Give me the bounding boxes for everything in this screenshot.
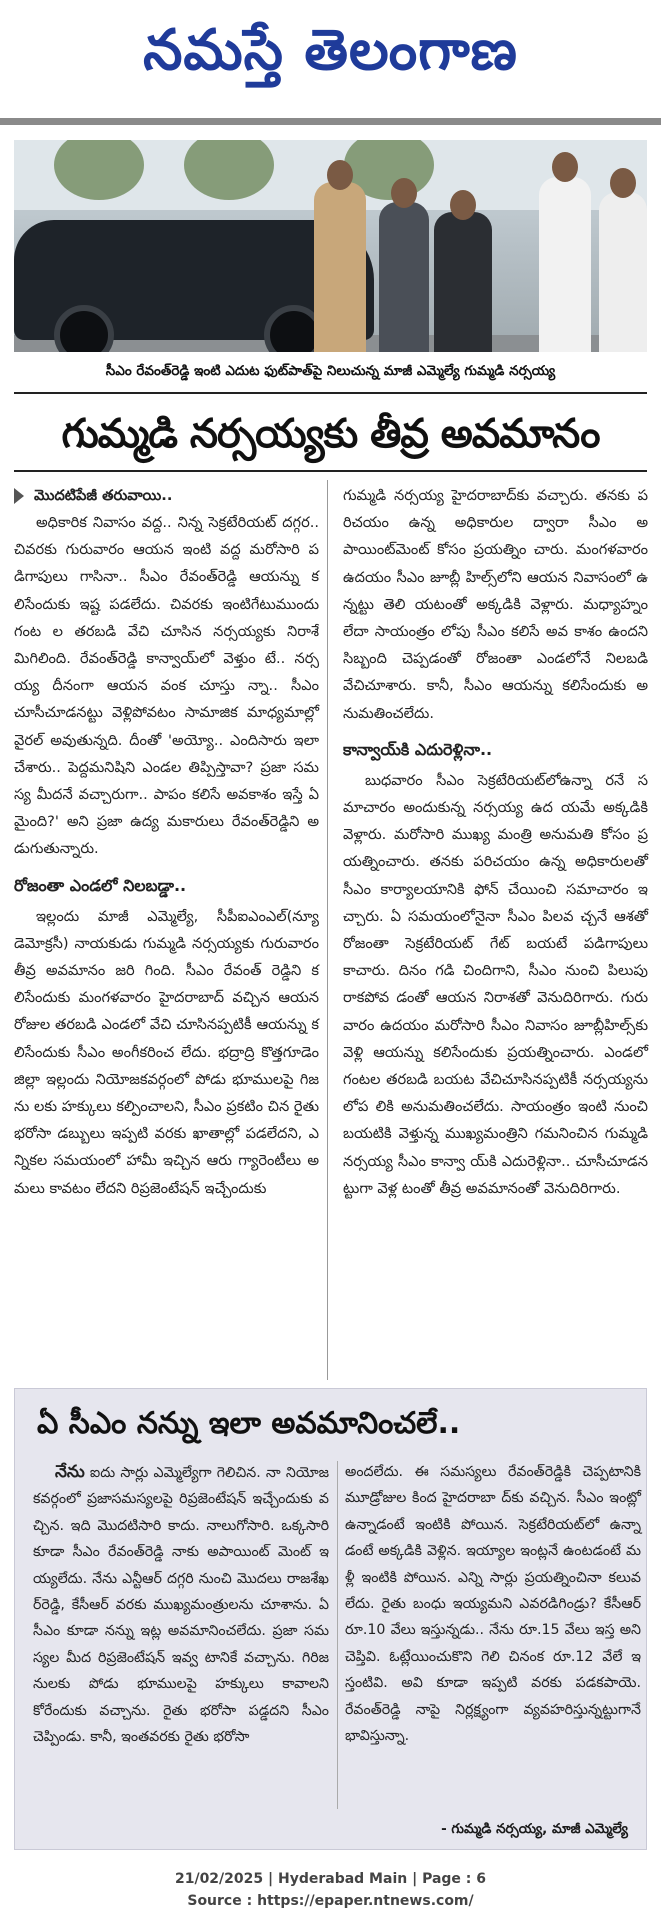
photo-caption: సీఎం రేవంత్‌రెడ్డి ఇంటి ఎదుట ఫుట్‌పాత్‌పై నిలుచున్న మాజీ ఎమ్మెల్యే గుమ్మడి నర్సయ్య [105, 363, 556, 379]
article-column-left [14, 482, 319, 1202]
photo-person [379, 202, 429, 352]
quote-box-title: ఏ సీఎం నన్ను ఇలా అవమానించలే.. [37, 1406, 461, 1441]
article-column-right [343, 482, 648, 1202]
kicker-label: మొదటిపేజీ తరువాయి.. [34, 487, 173, 504]
masthead [0, 0, 661, 110]
quote-column-right [345, 1459, 641, 1749]
page-meta: 21/02/2025 | Hyderabad Main | Page : 6 [174, 1871, 487, 1887]
section-subhead: కాన్వాయ్‌కి ఎదురెళ్లినా.. [343, 739, 493, 759]
quote-text: ఐదు సార్లు ఎమ్మెల్యేగా గెలిచిన. నా నియోజకవర్గంలో ప్రజాసమస్యలపై రిప్రజెంటేషన్ ఇచ్చేందుకు వచ్చిన. ఇది మొదటిసారి కాదు. నాలుగోసారి. ఒక్కసారి కూడా సీఎం రేవంత్‌రెడ్డి నాకు అపాయింట్ మెంట్ ఇయ్యలేదు. నేను ఎన్టీఆర్ దగ్గరి నుంచి మొదలు రాజశేఖర్‌రెడ్డి, కేసీఆర్ వరకు ముఖ్యమంత్రులను చూశాను. ఏ సీఎం కూడా నన్ను ఇట్ల అవమానించలేదు. ప్రజా సమస్యల మీద రిప్రజెంటేషన్ ఇవ్వ టానికే వచ్చాను. గిరిజనులకు పోడు భూములపై హక్కులు కావాలని కోరేందుకు వచ్చాను. రైతు భరోసా పడ్డదని సీఎం చెప్పిండు. కానీ, ఇంతవరకు రైతు భరోసా [33, 1465, 329, 1746]
headline-rule [14, 470, 647, 472]
source-line: Source : https://epaper.ntnews.com/ [187, 1893, 474, 1909]
photo-person-head [391, 178, 417, 208]
quote-column-divider [337, 1461, 338, 1809]
photo-person-head [552, 152, 578, 182]
quote-box [14, 1388, 647, 1850]
news-photo [14, 140, 647, 352]
photo-policeman [314, 182, 366, 352]
quote-paragraph [33, 1459, 329, 1750]
newspaper-title: నమస్తే తెలంగాణ [143, 17, 518, 83]
continuation-kicker [14, 482, 319, 509]
caption-rule [14, 392, 647, 394]
photo-person-white [599, 192, 647, 352]
headline: గుమ్మడి నర్సయ్యకు తీవ్ర అవమానం [61, 411, 600, 457]
quote-lead-word: నేను [55, 1462, 85, 1482]
photo-person-head [450, 190, 476, 220]
article-paragraph: అధికారిక నివాసం వద్ద.. నిన్న సెక్రటేరియట్ దగ్గర.. చివరకు గురువారం ఆయన ఇంటి వద్ద మరోసారి పడిగాపులు గాసినా.. సీఎం రేవంత్‌రెడ్డి ఆయన్ను కలిసేందుకు ఇష్ట పడలేదు. చివరకు ఇంటిగేటుముందు గంట ల తరబడి వేచి చూసిన నర్సయ్యకు నిరాశే మిగిలింది. రేవంత్‌రెడ్డి కాన్వాయ్‌లో వెళ్తుం టే.. నర్సయ్య దీనంగా ఆయన వంక చూస్తు న్నా.. సీఎం చూసీచూడనట్టు వెళ్లిపోవటం సామాజిక మాధ్యమాల్లో వైరల్ అవుతున్నది. దీంతో 'అయ్యో.. ఎందిసారు ఇలా చేశారు.. పెద్దమనిషిని ఎండల తిప్పిస్తావా? ప్రజా సమస్య మీదనే వచ్చారుగా.. పాపం కలిసే అవకాశం ఇస్తే ఏమైంది?' అని ప్రజా ఉద్య మకారులు రేవంత్‌రెడ్డిని అడుగుతున్నారు. [14, 514, 319, 858]
quote-paragraph: అందలేదు. ఈ సమస్యలు రేవంత్‌రెడ్డికి చెప్పటానికి మూడ్రోజుల కింద హైదరాబా ద్‌కు వచ్చిన. సీఎం ఇంట్లో ఉన్నాడంటే ఇంటికి పోయిన. సెక్రటేరియట్‌లో ఉన్నా డంటే అక్కడికి వెళ్లిన. ఇయ్యాల ఇంట్లనే ఉంటడంటే మళ్లీ ఇంటికి పోయిన. ఎన్ని సార్లు ప్రయత్నించినా కలువలేదు. రైతు బంధు ఇయ్యమని ఎవరడిగిండ్రు? కేసీఆర్ రూ.10 వేలు ఇస్తున్నడు.. నేను రూ.15 వేలు ఇస్త అని చెప్తివి. ఓట్లేయించుకొని గెలి చినంక రూ.12 వేలే ఇస్తంటివి. అవి కూడా ఇప్పటి వరకు పడకపాయె. రేవంత్‌రెడ్డి నాపై నిర్లక్ష్యంగా వ్యవహరిస్తున్నట్టుగానే భావిస్తున్నా. [345, 1464, 641, 1745]
article-paragraph: గుమ్మడి నర్సయ్య హైదరాబాద్‌కు వచ్చారు. తనకు పరిచయం ఉన్న అధికారుల ద్వారా సీఎం అపాయింట్‌మెంట్ కోసం ప్రయత్నిం చారు. మంగళవారం ఉదయం సీఎం జూబ్లీ హిల్స్‌లోని ఆయన నివాసంలో ఉన్నట్టు తెలి యటంతో అక్కడికి వెళ్లారు. మధ్యాహ్నం లేదా సాయంత్రం లోపు సీఎం కలిసే అవ కాశం ఉందని సిబ్బంది చెప్పడంతో రోజంతా ఎండలోనే నిలబడి వేచిచూశారు. కానీ, సీఎం ఆయన్ను కలిసేందుకు అనుమతించలేదు. [343, 487, 648, 722]
quote-signature: - గుమ్మడి నర్సయ్య, మాజీ ఎమ్మెల్యే [441, 1821, 628, 1837]
arrow-right-icon [14, 488, 24, 504]
column-divider [327, 480, 328, 1380]
photo-person [434, 212, 492, 352]
masthead-rule [0, 118, 661, 125]
photo-person-head [327, 160, 353, 190]
quote-column-left [33, 1459, 329, 1750]
photo-person-white [539, 177, 591, 352]
photo-person-head [610, 168, 636, 198]
article-paragraph: ఇల్లందు మాజీ ఎమ్మెల్యే, సీపీఐఎంఎల్(న్యూ డెమోక్రసీ) నాయకుడు గుమ్మడి నర్సయ్యకు గురువారం తీవ్ర అవమానం జరి గింది. సీఎం రేవంత్ రెడ్డిని కలిసేందుకు మంగళవారం హైదరాబాద్ వచ్చిన ఆయన రోజుల తరబడి ఎండలో వేచి చూసినప్పటికీ ఆయన్ను కలిసేందుకు సీఎం అంగీకరించ లేదు. భద్రాద్రి కొత్తగూడెం జిల్లా ఇల్లందు నియోజకవర్గంలో పోడు భూములపై గిజను లకు హక్కులు కల్పించాలని, సీఎం ప్రకటిం చిన రైతు భరోసా డబ్బులు ఇప్పటి వరకు ఖాతాల్లో పడలేదని, ఎన్నికల సమయంలో హామీ ఇచ్చిన ఆరు గ్యారెంటీలు అమలు కావటం లేదని రిప్రజెంటేషన్ ఇచ్చేందుకు [14, 907, 319, 1197]
section-subhead: రోజంతా ఎండలో నిలబడ్డా.. [14, 875, 187, 895]
article-paragraph: బుధవారం సీఎం సెక్రటేరియట్‌లోఉన్నా రనే సమాచారం అందుకున్న నర్సయ్య ఉద యమే అక్కడికి వెళ్లారు. మరోసారి ముఖ్య మంత్రి అనుమతి కోసం ప్రయత్నించారు. తనకు పరిచయం ఉన్న అధికారులతో సీఎం కార్యాలయానికి ఫోన్ చేయించి సమాచారం ఇచ్చారు. ఏ సమయంలోనైనా సీఎం పిలవ చ్చనే ఆశతో రోజంతా సెక్రటేరియట్ గేట్ బయటే పడిగాపులు కాచారు. దినం గడి చిందిగాని, సీఎం నుంచి పిలుపు రాకపోవ డంతో ఆయన నిరాశతో వెనుదిరిగారు. గురు వారం ఉదయం మరోసారి సీఎం నివాసం జూబ్లీహిల్స్‌కు వెళ్లి ఆయన్ను కలిసేందుకు ప్రయత్నించారు. ఎండలో గంటల తరబడి బయట వేచిచూసినప్పటికీ నర్సయ్యను లోప లికి అనుమతించలేదు. సాయంత్రం ఇంటి నుంచి బయటికి వెళ్తున్న ముఖ్యమంత్రిని గమనించిన గుమ్మడి నర్సయ్య సీఎం కాన్వా య్‌కి ఎదురెళ్లినా.. చూసీచూడనట్టుగా వెళ్ల టంతో తీవ్ర అవమానంతో వెనుదిరిగారు. [343, 771, 648, 1197]
